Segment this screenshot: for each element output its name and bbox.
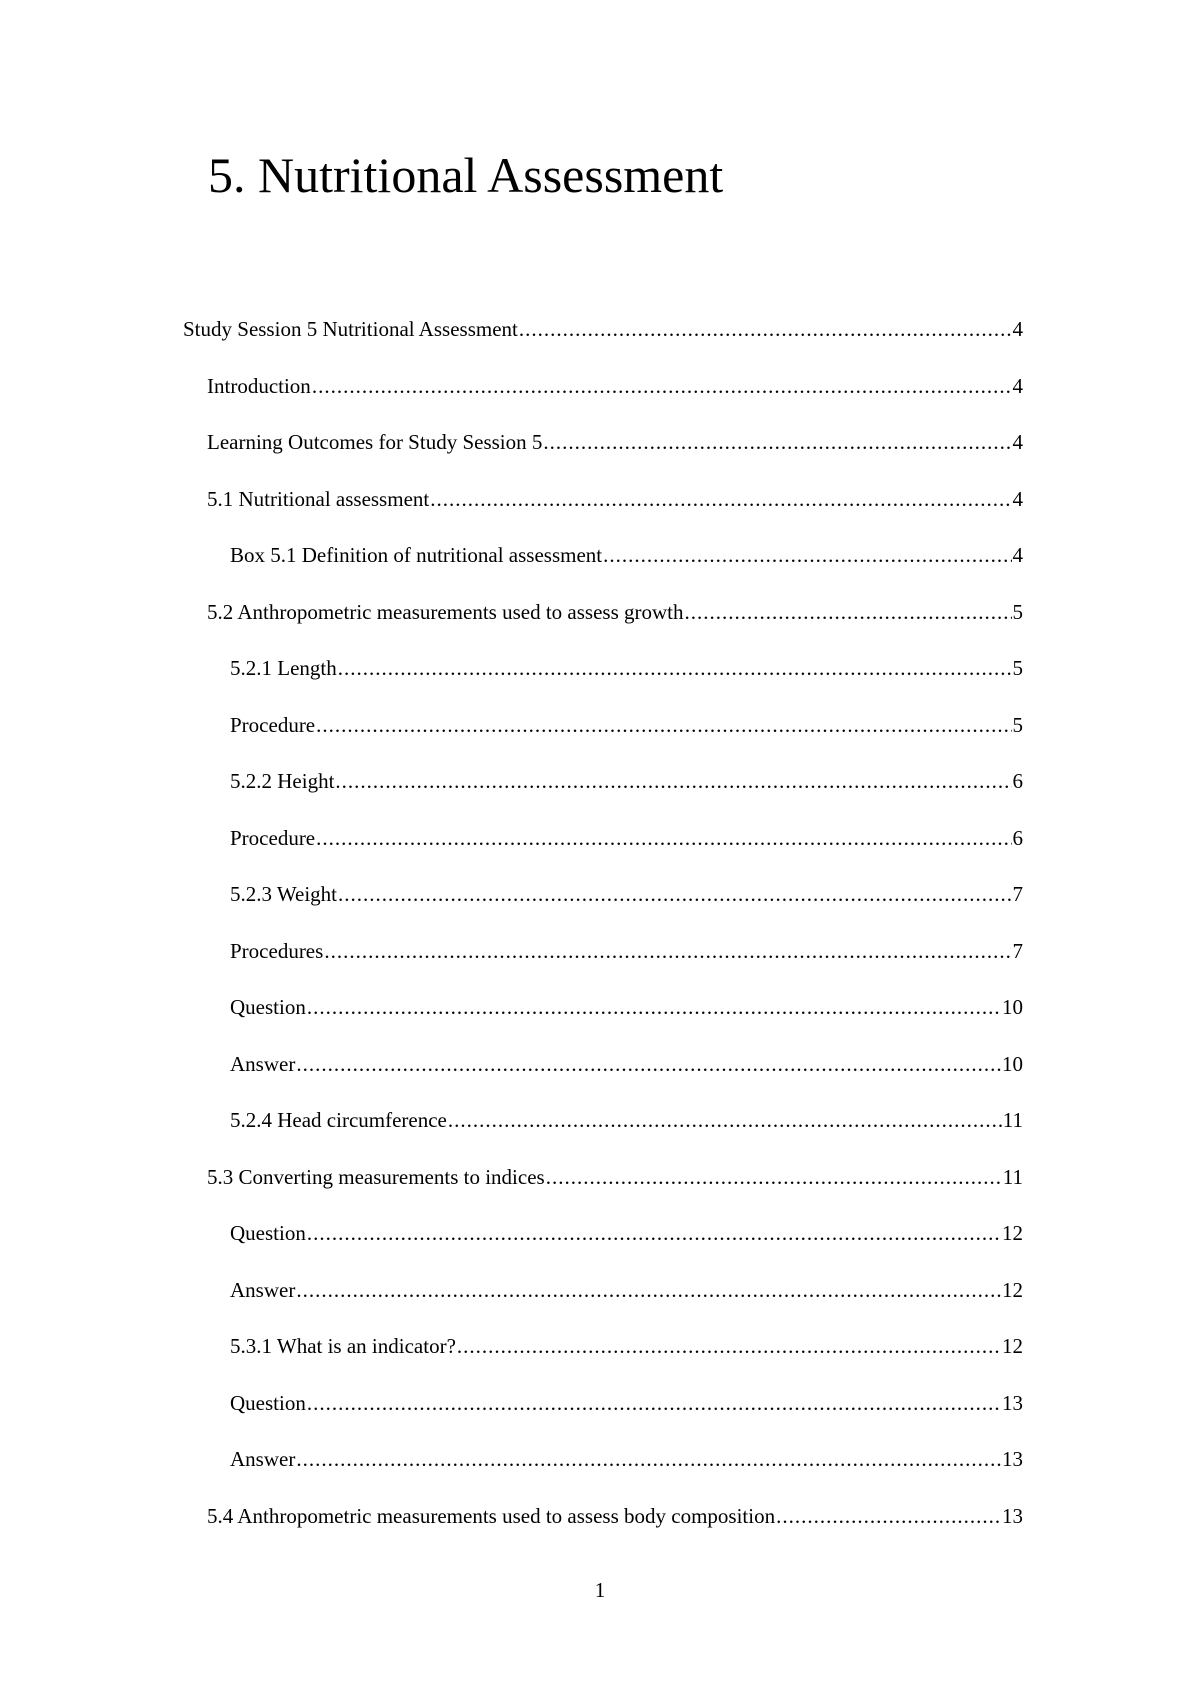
toc-entry-page: 12 (1002, 1277, 1023, 1302)
toc-dot-leader (335, 771, 1011, 792)
toc-entry-label: Question (230, 995, 306, 1019)
toc-entry[interactable] (0, 319, 1200, 376)
toc-entry[interactable] (0, 1336, 1200, 1393)
toc-entry-page: 11 (1002, 1164, 1023, 1189)
toc-entry[interactable] (0, 373, 1200, 433)
toc-entry[interactable] (0, 771, 1200, 828)
toc-entry-label: Answer (230, 1447, 296, 1471)
toc-dot-leader (316, 715, 1011, 736)
toc-entry-label: 5.2.3 Weight (230, 882, 337, 906)
toc-dot-leader (603, 545, 1011, 566)
toc-entry-label: Study Session 5 Nutritional Assessment (183, 317, 518, 341)
toc-entry-label: Answer (230, 1277, 296, 1302)
toc-entry-page: 12 (1002, 1221, 1023, 1245)
toc-entry-label: Question (230, 1221, 306, 1245)
toc-entry-label: Introduction (207, 373, 311, 398)
toc-dot-leader (324, 941, 1011, 962)
toc-entry-page: 12 (1002, 1334, 1023, 1358)
toc-entry[interactable] (0, 599, 1200, 659)
toc-dot-leader (776, 1506, 1001, 1527)
toc-entry[interactable] (0, 1277, 1200, 1337)
toc-entry[interactable] (0, 1051, 1200, 1111)
toc-dot-leader (312, 376, 1012, 397)
toc-entry-page: 5 (1012, 656, 1023, 680)
toc-entry-page: 13 (1002, 1447, 1023, 1471)
toc-entry-label: Procedures (230, 938, 324, 963)
toc-entry-page: 13 (1002, 1503, 1023, 1528)
toc-entry[interactable] (0, 1164, 1200, 1224)
toc-entry-label: 5.4 Anthropometric measurements used to assess body composition (207, 1503, 776, 1528)
toc-entry-page: 6 (1012, 825, 1023, 850)
toc-entry-page: 4 (1012, 486, 1023, 511)
toc-entry-label: 5.3 Converting measurements to indices (207, 1164, 545, 1189)
toc-entry-page: 11 (1002, 1108, 1023, 1132)
toc-dot-leader (307, 1223, 1001, 1244)
toc-entry[interactable] (0, 1390, 1200, 1450)
toc-dot-leader (546, 1167, 1002, 1188)
toc-dot-leader (519, 319, 1012, 340)
toc-entry-label: 5.2.1 Length (230, 656, 337, 680)
toc-dot-leader (338, 884, 1012, 905)
toc-entry-page: 10 (1002, 1051, 1023, 1076)
toc-entry-page: 10 (1002, 995, 1023, 1019)
toc-entry-page: 4 (1012, 373, 1023, 398)
toc-dot-leader (296, 1054, 1001, 1075)
toc-entry-page: 4 (1012, 317, 1023, 341)
toc-dot-leader (307, 997, 1001, 1018)
toc-entry-page: 7 (1012, 882, 1023, 906)
toc-entry-page: 5 (1012, 599, 1023, 624)
toc-entry-page: 4 (1012, 543, 1023, 567)
toc-entry-label: 5.2 Anthropometric measurements used to assess growth (207, 599, 684, 624)
toc-entry-label: Box 5.1 Definition of nutritional assessment (230, 543, 603, 567)
toc-entry[interactable] (0, 658, 1200, 715)
toc-dot-leader (296, 1280, 1001, 1301)
toc-entry-label: 5.1 Nutritional assessment (207, 486, 430, 511)
toc-entry-label: 5.3.1 What is an indicator? (230, 1334, 456, 1358)
toc-entry[interactable] (0, 1110, 1200, 1167)
toc-entry-page: 6 (1012, 769, 1023, 793)
toc-entry-label: Question (230, 1390, 306, 1415)
toc-entry-label: 5.2.2 Height (230, 769, 335, 793)
toc-entry[interactable] (0, 884, 1200, 941)
toc-dot-leader (430, 489, 1011, 510)
toc-entry-page: 13 (1002, 1390, 1023, 1415)
toc-entry-page: 5 (1012, 712, 1023, 737)
toc-entry-label: 5.2.4 Head circumference (230, 1108, 447, 1132)
toc-entry-label: Procedure (230, 712, 316, 737)
toc-entry[interactable] (0, 712, 1200, 772)
toc-dot-leader (543, 432, 1011, 453)
toc-entry[interactable] (0, 486, 1200, 546)
toc-dot-leader (316, 828, 1011, 849)
toc-entry-label: Learning Outcomes for Study Session 5 (207, 430, 543, 454)
toc-entry-page: 7 (1012, 938, 1023, 963)
toc-dot-leader (338, 658, 1012, 679)
toc-entry[interactable] (0, 545, 1200, 602)
toc-dot-leader (448, 1110, 1002, 1131)
toc-entry[interactable] (0, 1503, 1200, 1563)
toc-dot-leader (685, 602, 1012, 623)
toc-entry[interactable] (0, 1223, 1200, 1280)
toc-entry[interactable] (0, 1449, 1200, 1506)
table-of-contents (0, 319, 1200, 1562)
page-title: 5. Nutritional Assessment (208, 147, 724, 203)
toc-entry[interactable] (0, 432, 1200, 489)
toc-entry-label: Answer (230, 1051, 296, 1076)
page-number: 1 (594, 1578, 606, 1602)
toc-entry[interactable] (0, 938, 1200, 998)
toc-dot-leader (457, 1336, 1001, 1357)
toc-entry-label: Procedure (230, 825, 316, 850)
toc-entry[interactable] (0, 825, 1200, 885)
toc-entry[interactable] (0, 997, 1200, 1054)
toc-dot-leader (307, 1393, 1001, 1414)
toc-dot-leader (296, 1449, 1001, 1470)
toc-entry-page: 4 (1012, 430, 1023, 454)
